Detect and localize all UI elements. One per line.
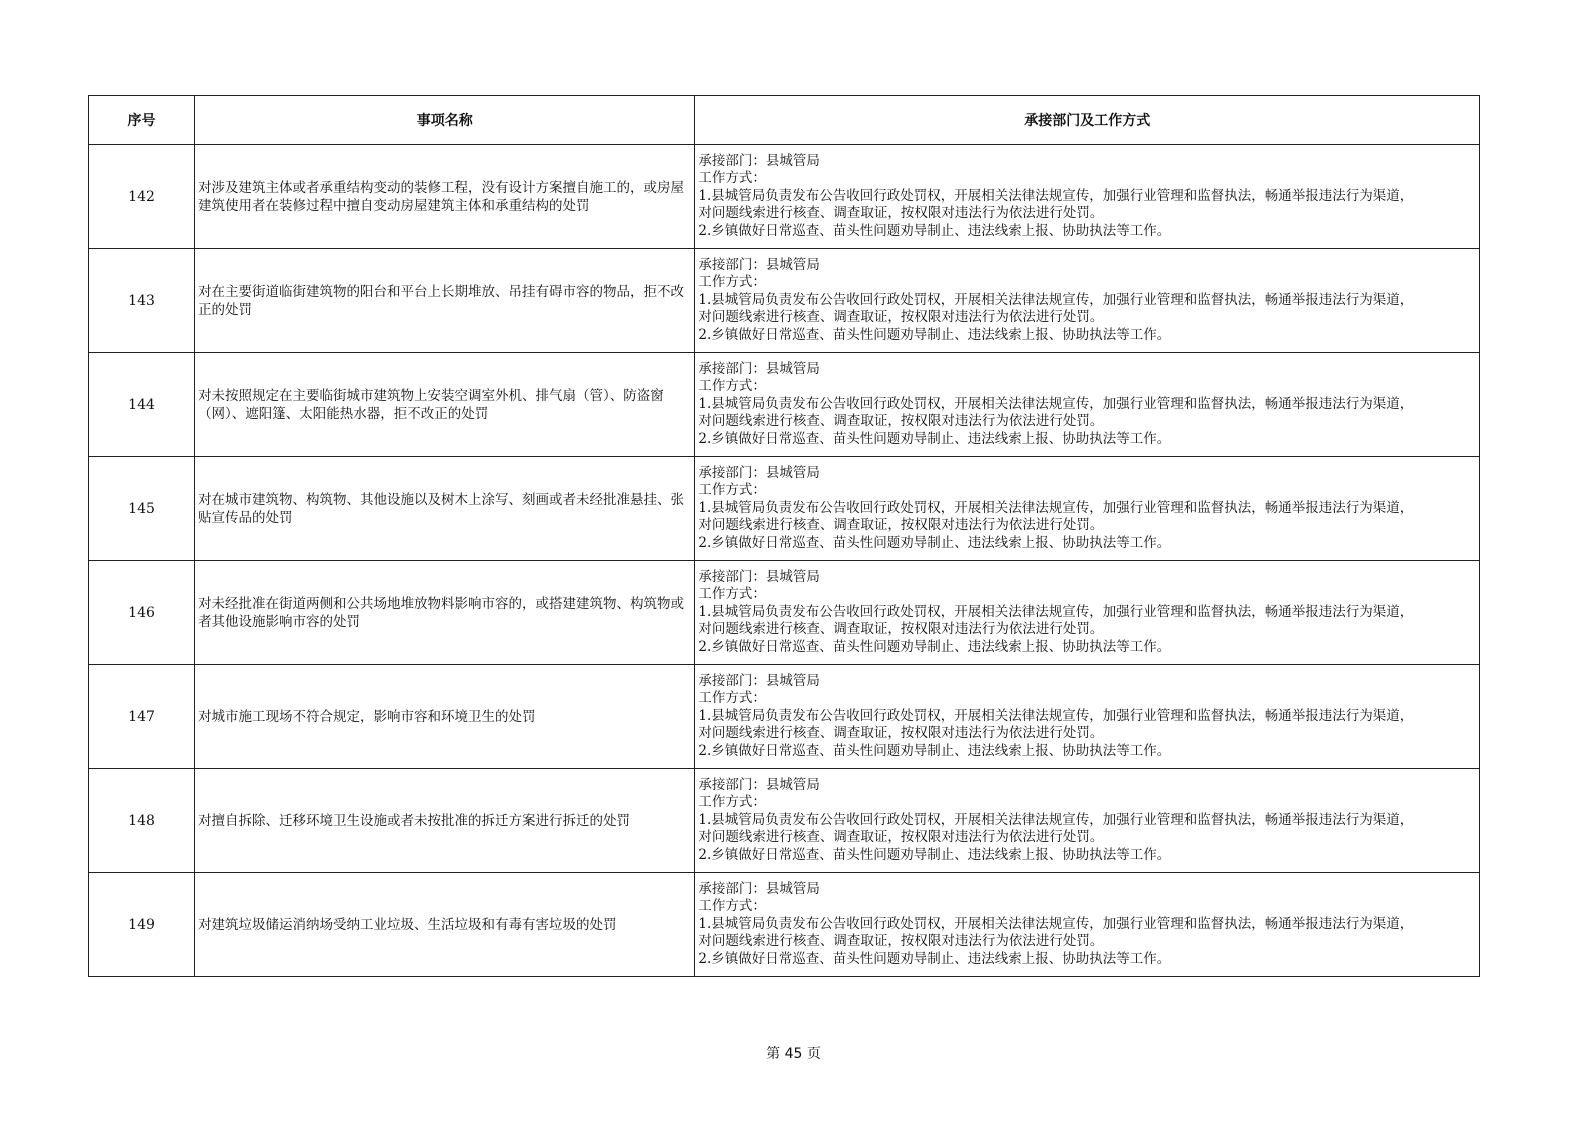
department-method-line: 承接部门：县城管局 bbox=[698, 360, 820, 377]
department-method-line: 工作方式： bbox=[698, 170, 766, 187]
department-method-line: 对问题线索进行核查、调查取证，按权限对违法行为依法进行处罚。 bbox=[698, 413, 1104, 430]
table-row bbox=[89, 665, 1480, 769]
header-serial-number: 序号 bbox=[89, 96, 195, 145]
department-method-line: 工作方式： bbox=[698, 690, 766, 707]
header-department-method: 承接部门及工作方式 bbox=[695, 96, 1480, 145]
department-method-line: 1.县城管局负责发布公告收回行政处罚权，开展相关法律法规宣传，加强行业管理和监督执法，畅通举报违法行为渠道， bbox=[698, 499, 1414, 516]
department-method-cell bbox=[695, 873, 1480, 977]
department-method-line: 承接部门：县城管局 bbox=[698, 464, 820, 481]
page-number: 第 45 页 bbox=[766, 1046, 821, 1062]
department-method-line: 对问题线索进行核查、调查取证，按权限对违法行为依法进行处罚。 bbox=[698, 621, 1104, 638]
department-method-line: 对问题线索进行核查、调查取证，按权限对违法行为依法进行处罚。 bbox=[698, 517, 1104, 534]
serial-number-cell: 143 bbox=[89, 249, 195, 353]
department-method-line: 1.县城管局负责发布公告收回行政处罚权，开展相关法律法规宣传，加强行业管理和监督执法，畅通举报违法行为渠道， bbox=[698, 395, 1414, 412]
department-method-cell bbox=[695, 353, 1480, 457]
department-method-line: 1.县城管局负责发布公告收回行政处罚权，开展相关法律法规宣传，加强行业管理和监督执法，畅通举报违法行为渠道， bbox=[698, 915, 1414, 932]
department-method-line: 承接部门：县城管局 bbox=[698, 568, 820, 585]
department-method-cell bbox=[695, 457, 1480, 561]
table-row bbox=[89, 457, 1480, 561]
department-method-cell bbox=[695, 665, 1480, 769]
department-method-line: 1.县城管局负责发布公告收回行政处罚权，开展相关法律法规宣传，加强行业管理和监督执法，畅通举报违法行为渠道， bbox=[698, 187, 1414, 204]
matter-name-cell: 对擅自拆除、迁移环境卫生设施或者未按批准的拆迁方案进行拆迁的处罚 bbox=[195, 769, 695, 873]
department-method-line: 1.县城管局负责发布公告收回行政处罚权，开展相关法律法规宣传，加强行业管理和监督执法，畅通举报违法行为渠道， bbox=[698, 811, 1414, 828]
serial-number-cell: 144 bbox=[89, 353, 195, 457]
department-method-line: 1.县城管局负责发布公告收回行政处罚权，开展相关法律法规宣传，加强行业管理和监督执法，畅通举报违法行为渠道， bbox=[698, 603, 1414, 620]
department-method-line: 工作方式： bbox=[698, 482, 766, 499]
department-method-line: 2.乡镇做好日常巡查、苗头性问题劝导制止、违法线索上报、协助执法等工作。 bbox=[698, 534, 1171, 551]
matter-name-cell: 对在主要街道临街建筑物的阳台和平台上长期堆放、吊挂有碍市容的物品，拒不改正的处罚 bbox=[195, 249, 695, 353]
header-row bbox=[89, 96, 1480, 145]
department-method-line: 2.乡镇做好日常巡查、苗头性问题劝导制止、违法线索上报、协助执法等工作。 bbox=[698, 742, 1171, 759]
matter-name-cell: 对未经批准在街道两侧和公共场地堆放物料影响市容的，或搭建建筑物、构筑物或者其他设施影响市容的处罚 bbox=[195, 561, 695, 665]
serial-number-cell: 146 bbox=[89, 561, 195, 665]
serial-number-cell: 142 bbox=[89, 145, 195, 249]
serial-number-cell: 149 bbox=[89, 873, 195, 977]
department-method-line: 承接部门：县城管局 bbox=[698, 672, 820, 689]
department-method-cell bbox=[695, 561, 1480, 665]
department-method-line: 工作方式： bbox=[698, 274, 766, 291]
matter-name-cell: 对城市施工现场不符合规定，影响市容和环境卫生的处罚 bbox=[195, 665, 695, 769]
department-method-line: 对问题线索进行核查、调查取证，按权限对违法行为依法进行处罚。 bbox=[698, 205, 1104, 222]
department-method-line: 承接部门：县城管局 bbox=[698, 880, 820, 897]
department-method-line: 1.县城管局负责发布公告收回行政处罚权，开展相关法律法规宣传，加强行业管理和监督执法，畅通举报违法行为渠道， bbox=[698, 291, 1414, 308]
department-method-line: 2.乡镇做好日常巡查、苗头性问题劝导制止、违法线索上报、协助执法等工作。 bbox=[698, 846, 1171, 863]
department-method-line: 2.乡镇做好日常巡查、苗头性问题劝导制止、违法线索上报、协助执法等工作。 bbox=[698, 430, 1171, 447]
table-row bbox=[89, 353, 1480, 457]
matter-name-cell: 对未按照规定在主要临街城市建筑物上安装空调室外机、排气扇（管）、防盗窗（网）、遮阳篷、太阳能热水器，拒不改正的处罚 bbox=[195, 353, 695, 457]
serial-number-cell: 147 bbox=[89, 665, 195, 769]
department-method-line: 2.乡镇做好日常巡查、苗头性问题劝导制止、违法线索上报、协助执法等工作。 bbox=[698, 638, 1171, 655]
department-method-line: 2.乡镇做好日常巡查、苗头性问题劝导制止、违法线索上报、协助执法等工作。 bbox=[698, 326, 1171, 343]
matter-name-cell: 对涉及建筑主体或者承重结构变动的装修工程，没有设计方案擅自施工的，或房屋建筑使用者在装修过程中擅自变动房屋建筑主体和承重结构的处罚 bbox=[195, 145, 695, 249]
department-method-cell bbox=[695, 769, 1480, 873]
department-method-cell bbox=[695, 145, 1480, 249]
matter-name-cell: 对建筑垃圾储运消纳场受纳工业垃圾、生活垃圾和有毒有害垃圾的处罚 bbox=[195, 873, 695, 977]
table-body bbox=[89, 145, 1480, 977]
department-method-line: 1.县城管局负责发布公告收回行政处罚权，开展相关法律法规宣传，加强行业管理和监督执法，畅通举报违法行为渠道， bbox=[698, 707, 1414, 724]
department-method-line: 对问题线索进行核查、调查取证，按权限对违法行为依法进行处罚。 bbox=[698, 725, 1104, 742]
department-method-line: 工作方式： bbox=[698, 378, 766, 395]
department-method-line: 2.乡镇做好日常巡查、苗头性问题劝导制止、违法线索上报、协助执法等工作。 bbox=[698, 222, 1171, 239]
table-row bbox=[89, 561, 1480, 665]
table-row bbox=[89, 145, 1480, 249]
matter-name-cell: 对在城市建筑物、构筑物、其他设施以及树木上涂写、刻画或者未经批准悬挂、张贴宣传品的处罚 bbox=[195, 457, 695, 561]
matters-table bbox=[88, 95, 1480, 977]
department-method-line: 承接部门：县城管局 bbox=[698, 152, 820, 169]
department-method-cell bbox=[695, 249, 1480, 353]
department-method-line: 工作方式： bbox=[698, 898, 766, 915]
department-method-line: 工作方式： bbox=[698, 794, 766, 811]
table-row bbox=[89, 769, 1480, 873]
table-row bbox=[89, 249, 1480, 353]
department-method-line: 工作方式： bbox=[698, 586, 766, 603]
department-method-line: 承接部门：县城管局 bbox=[698, 256, 820, 273]
department-method-line: 对问题线索进行核查、调查取证，按权限对违法行为依法进行处罚。 bbox=[698, 309, 1104, 326]
serial-number-cell: 145 bbox=[89, 457, 195, 561]
department-method-line: 2.乡镇做好日常巡查、苗头性问题劝导制止、违法线索上报、协助执法等工作。 bbox=[698, 950, 1171, 967]
header-matter-name: 事项名称 bbox=[195, 96, 695, 145]
serial-number-cell: 148 bbox=[89, 769, 195, 873]
department-method-line: 承接部门：县城管局 bbox=[698, 776, 820, 793]
table-row bbox=[89, 873, 1480, 977]
department-method-line: 对问题线索进行核查、调查取证，按权限对违法行为依法进行处罚。 bbox=[698, 933, 1104, 950]
department-method-line: 对问题线索进行核查、调查取证，按权限对违法行为依法进行处罚。 bbox=[698, 829, 1104, 846]
